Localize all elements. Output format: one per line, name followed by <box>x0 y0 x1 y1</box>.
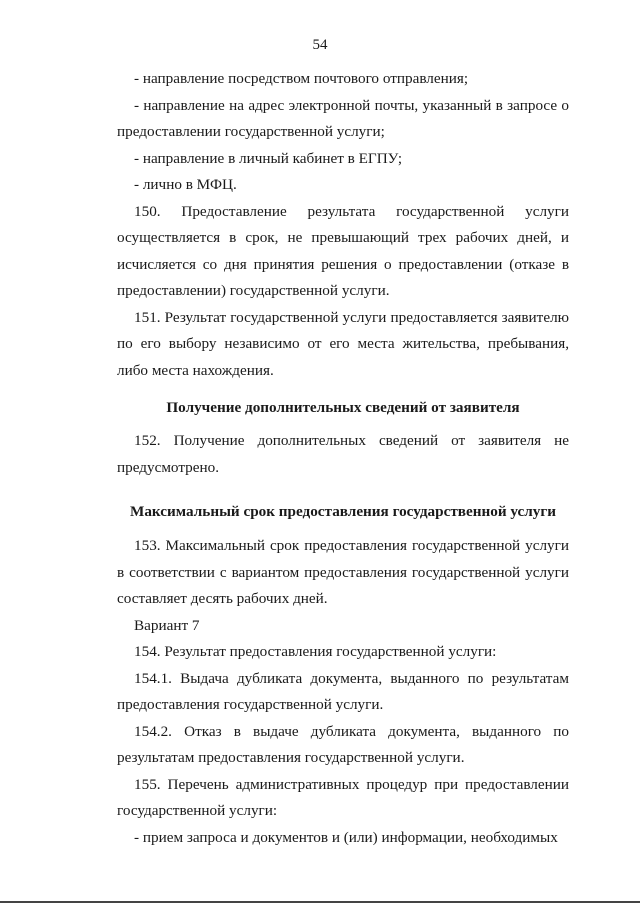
paragraph-152: 152. Получение дополнительных сведений от заявителя не предусмотрено. <box>117 432 569 476</box>
heading-section-2 <box>117 499 569 526</box>
paragraph-155: 155. Перечень административных процедур при предоставлении государственной услуги: <box>117 775 569 819</box>
paragraph-150: 150. Предоставление результата государственной услуги осуществляется в срок, не превышающий трех рабочих дней, и исчисляется со дня принятия решения о предоставлении (отказе в предоставлении) государственной услуги. <box>117 202 569 299</box>
section-heading-additional-info: Получение дополнительных сведений от заявителя <box>166 399 520 416</box>
list-item-email: - направление на адрес электронной почты, указанный в запросе о предоставлении государственной услуги; <box>117 96 569 140</box>
variant-label: Вариант 7 <box>134 616 200 634</box>
list-item-cabinet: - направление в личный кабинет в ЕГПУ; <box>134 149 403 167</box>
list-item-postal: - направление посредством почтового отправления; <box>134 70 469 87</box>
body-section-1 <box>117 66 569 384</box>
list-item-request-intake: - прием запроса и документов и (или) информации, необходимых <box>134 828 558 846</box>
paragraph-154-1: 154.1. Выдача дубликата документа, выданного по результатам предоставления государственной услуги. <box>117 669 569 713</box>
body-section-2 <box>117 428 569 481</box>
page-bottom-edge <box>0 901 640 903</box>
list-item-mfc: - лично в МФЦ. <box>134 176 237 193</box>
paragraph-154: 154. Результат предоставления государственной услуги: <box>134 643 497 660</box>
section-heading-max-term: Максимальный срок предоставления государственной услуги <box>130 503 556 520</box>
body-section-3 <box>117 533 569 851</box>
paragraph-151: 151. Результат государственной услуги предоставляется заявителю по его выбору независимо от его места жительства, пребывания, либо места нахождения. <box>117 308 569 379</box>
paragraph-154-2: 154.2. Отказ в выдаче дубликата документа, выданного по результатам предоставления государственной услуги. <box>117 722 569 766</box>
paragraph-153: 153. Максимальный срок предоставления государственной услуги в соответствии с вариантом предоставления государственной услуги составляет десять рабочих дней. <box>117 537 569 607</box>
page-number: 54 <box>312 37 328 53</box>
heading-section-1 <box>117 395 569 422</box>
